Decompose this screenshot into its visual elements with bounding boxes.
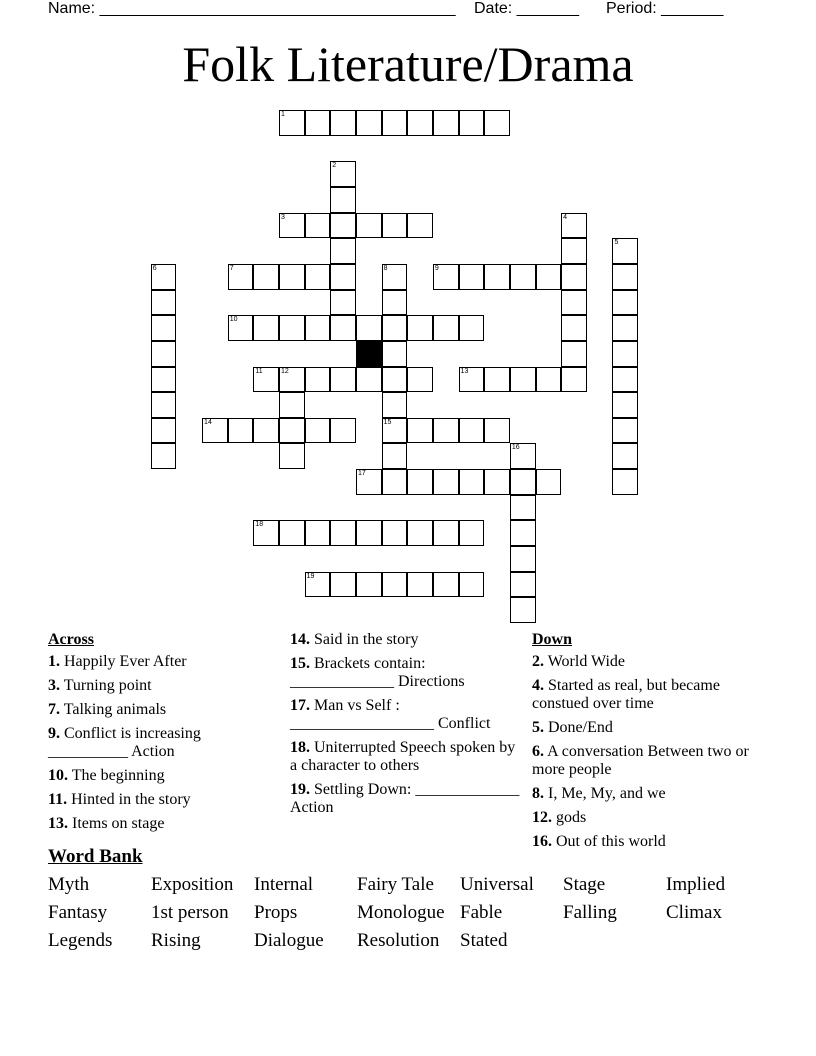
crossword-cell[interactable] bbox=[407, 367, 433, 393]
crossword-cell[interactable] bbox=[459, 367, 485, 393]
clue-number: 13 bbox=[460, 367, 469, 375]
clue-number: 5 bbox=[614, 239, 619, 247]
crossword-cell[interactable] bbox=[433, 264, 459, 290]
crossword-cell[interactable] bbox=[382, 315, 408, 341]
crossword-cell[interactable] bbox=[330, 520, 356, 546]
crossword-cell[interactable] bbox=[279, 520, 305, 546]
crossword-cell[interactable] bbox=[151, 290, 177, 316]
crossword-cell[interactable] bbox=[612, 469, 638, 495]
crossword-cell[interactable] bbox=[561, 264, 587, 290]
clue-number: 4 bbox=[563, 213, 568, 221]
clue-number: 16 bbox=[511, 444, 520, 452]
clue-across-17: 17. Man vs Self : __________________ Conflict bbox=[290, 697, 491, 732]
crossword-cell[interactable] bbox=[330, 290, 356, 316]
crossword-cell[interactable] bbox=[305, 110, 331, 136]
crossword-cell[interactable] bbox=[561, 341, 587, 367]
word-bank bbox=[48, 874, 778, 952]
crossword-cell[interactable] bbox=[510, 520, 536, 546]
clue-across-9: 9. Conflict is increasing __________ Action bbox=[48, 725, 201, 760]
crossword-cell[interactable] bbox=[382, 290, 408, 316]
crossword-cell[interactable] bbox=[253, 367, 279, 393]
clue-down-8: 8. I, Me, My, and we bbox=[532, 785, 666, 802]
period-field: Period: _______ bbox=[606, 0, 724, 17]
crossword-cell[interactable] bbox=[330, 213, 356, 239]
crossword-cell[interactable] bbox=[279, 418, 305, 444]
word-bank-item: Universal bbox=[460, 874, 534, 895]
crossword-cell[interactable] bbox=[330, 110, 356, 136]
crossword-cell[interactable] bbox=[407, 572, 433, 598]
crossword-cell[interactable] bbox=[305, 315, 331, 341]
crossword-cell[interactable] bbox=[612, 392, 638, 418]
word-bank-item: Dialogue bbox=[254, 930, 324, 951]
crossword-cell[interactable] bbox=[433, 572, 459, 598]
crossword-cell[interactable] bbox=[330, 315, 356, 341]
word-bank-item: Falling bbox=[563, 902, 617, 923]
crossword-cell[interactable] bbox=[330, 418, 356, 444]
crossword-cell[interactable] bbox=[407, 469, 433, 495]
crossword-cell[interactable] bbox=[459, 469, 485, 495]
clue-number: 6 bbox=[152, 264, 157, 272]
word-bank-item: Rising bbox=[151, 930, 201, 951]
crossword-cell[interactable] bbox=[612, 341, 638, 367]
crossword-cell[interactable] bbox=[279, 392, 305, 418]
crossword-cell[interactable] bbox=[151, 264, 177, 290]
crossword-cell[interactable] bbox=[253, 264, 279, 290]
crossword-cell[interactable] bbox=[305, 418, 331, 444]
crossword-cell[interactable] bbox=[356, 520, 382, 546]
clue-down-12: 12. gods bbox=[532, 809, 587, 826]
word-bank-item: Monologue bbox=[357, 902, 445, 923]
crossword-cell[interactable] bbox=[356, 367, 382, 393]
crossword-cell[interactable] bbox=[510, 469, 536, 495]
crossword-cell[interactable] bbox=[356, 110, 382, 136]
across-clues-continued bbox=[290, 631, 524, 823]
clue-number: 12 bbox=[281, 367, 289, 375]
crossword-cell[interactable] bbox=[484, 367, 510, 393]
crossword-cell[interactable] bbox=[510, 546, 536, 572]
crossword-cell[interactable] bbox=[536, 469, 562, 495]
crossword-cell[interactable] bbox=[356, 315, 382, 341]
crossword-cell[interactable] bbox=[382, 520, 408, 546]
clue-number: 7 bbox=[229, 264, 234, 272]
word-bank-item: Fable bbox=[460, 902, 503, 923]
crossword-cell[interactable] bbox=[330, 572, 356, 598]
crossword-cell[interactable] bbox=[484, 110, 510, 136]
crossword-cell[interactable] bbox=[151, 315, 177, 341]
crossword-cell[interactable] bbox=[433, 110, 459, 136]
crossword-cell[interactable] bbox=[407, 418, 433, 444]
word-bank-item: Fantasy bbox=[48, 902, 108, 923]
crossword-cell[interactable] bbox=[510, 495, 536, 521]
clue-across-19: 19. Settling Down: _____________ Action bbox=[290, 781, 520, 816]
clue-number: 1 bbox=[281, 111, 285, 118]
crossword-cell[interactable] bbox=[561, 290, 587, 316]
crossword-cell[interactable] bbox=[407, 520, 433, 546]
name-field: Name: ________________________________________ bbox=[48, 0, 456, 17]
crossword-cell[interactable] bbox=[561, 213, 587, 239]
crossword-cell[interactable] bbox=[382, 110, 408, 136]
clue-number: 9 bbox=[434, 264, 439, 272]
crossword-cell[interactable] bbox=[382, 469, 408, 495]
clue-down-16: 16. Out of this world bbox=[532, 833, 666, 850]
crossword-cell[interactable] bbox=[305, 367, 331, 393]
clue-number: 15 bbox=[383, 418, 392, 426]
crossword-cell[interactable] bbox=[612, 367, 638, 393]
word-bank-item: Exposition bbox=[151, 874, 234, 895]
crossword-cell[interactable] bbox=[407, 213, 433, 239]
clue-number: 14 bbox=[204, 418, 212, 426]
crossword-cell[interactable] bbox=[459, 572, 485, 598]
crossword-cell[interactable] bbox=[382, 392, 408, 418]
clue-across-18: 18. Uniterrupted Speech spoken by a character to others bbox=[290, 739, 516, 774]
crossword-cell[interactable] bbox=[382, 418, 408, 444]
down-clues bbox=[532, 631, 762, 857]
across-heading: Across bbox=[48, 631, 94, 648]
crossword-cell[interactable] bbox=[612, 443, 638, 469]
clue-across-10: 10. The beginning bbox=[48, 767, 165, 784]
clue-number: 18 bbox=[255, 521, 264, 529]
crossword-cell[interactable] bbox=[536, 367, 562, 393]
crossword-block bbox=[356, 341, 382, 367]
across-clues bbox=[48, 631, 276, 839]
crossword-cell[interactable] bbox=[459, 520, 485, 546]
crossword-cell[interactable] bbox=[279, 443, 305, 469]
crossword-cell[interactable] bbox=[330, 264, 356, 290]
word-bank-item: Legends bbox=[48, 930, 113, 951]
crossword-cell[interactable] bbox=[612, 315, 638, 341]
crossword-cell[interactable] bbox=[356, 572, 382, 598]
crossword-cell[interactable] bbox=[510, 264, 536, 290]
crossword-cell[interactable] bbox=[228, 315, 254, 341]
crossword-cell[interactable] bbox=[484, 469, 510, 495]
word-bank-item: Props bbox=[254, 902, 298, 923]
crossword-cell[interactable] bbox=[382, 264, 408, 290]
crossword-cell[interactable] bbox=[330, 367, 356, 393]
crossword-cell[interactable] bbox=[407, 315, 433, 341]
crossword-cell[interactable] bbox=[536, 264, 562, 290]
word-bank-item: 1st person bbox=[151, 902, 229, 923]
crossword-cell[interactable] bbox=[279, 367, 305, 393]
clue-across-13: 13. Items on stage bbox=[48, 815, 165, 832]
crossword-cell[interactable] bbox=[382, 572, 408, 598]
crossword-cell[interactable] bbox=[459, 110, 485, 136]
clue-number: 11 bbox=[255, 367, 263, 375]
crossword-cell[interactable] bbox=[510, 597, 536, 623]
crossword-cell[interactable] bbox=[459, 418, 485, 444]
word-bank-item: Resolution bbox=[357, 930, 440, 951]
crossword-cell[interactable] bbox=[510, 367, 536, 393]
clue-across-14: 14. Said in the story bbox=[290, 631, 419, 648]
clue-across-11: 11. Hinted in the story bbox=[48, 791, 191, 808]
crossword-cell[interactable] bbox=[407, 110, 433, 136]
clue-across-7: 7. Talking animals bbox=[48, 701, 167, 718]
word-bank-item: Myth bbox=[48, 874, 90, 895]
crossword-cell[interactable] bbox=[228, 264, 254, 290]
crossword-cell[interactable] bbox=[382, 443, 408, 469]
crossword-cell[interactable] bbox=[330, 238, 356, 264]
crossword-cell[interactable] bbox=[151, 367, 177, 393]
clue-number: 19 bbox=[306, 572, 315, 580]
crossword-cell[interactable] bbox=[459, 264, 485, 290]
crossword-cell[interactable] bbox=[561, 238, 587, 264]
crossword-cell[interactable] bbox=[279, 264, 305, 290]
word-bank-item: Climax bbox=[666, 902, 722, 923]
clue-number: 8 bbox=[383, 264, 388, 272]
clue-number: 3 bbox=[281, 213, 285, 221]
clue-across-3: 3. Turning point bbox=[48, 677, 152, 694]
crossword-cell[interactable] bbox=[612, 290, 638, 316]
crossword-cell[interactable] bbox=[561, 367, 587, 393]
crossword-cell[interactable] bbox=[433, 315, 459, 341]
crossword-cell[interactable] bbox=[510, 443, 536, 469]
crossword-cell[interactable] bbox=[253, 418, 279, 444]
crossword-cell[interactable] bbox=[151, 341, 177, 367]
crossword-cell[interactable] bbox=[382, 341, 408, 367]
crossword-cell[interactable] bbox=[151, 392, 177, 418]
clue-across-1: 1. Happily Ever After bbox=[48, 653, 187, 670]
page-title: Folk Literature/Drama bbox=[182, 36, 634, 92]
crossword-cell[interactable] bbox=[305, 264, 331, 290]
crossword-cell[interactable] bbox=[253, 520, 279, 546]
crossword-cell[interactable] bbox=[612, 418, 638, 444]
crossword-cell[interactable] bbox=[433, 520, 459, 546]
crossword-cell[interactable] bbox=[305, 520, 331, 546]
word-bank-item: Internal bbox=[254, 874, 314, 895]
crossword-cell[interactable] bbox=[433, 418, 459, 444]
crossword-cell[interactable] bbox=[510, 572, 536, 598]
crossword-cell[interactable] bbox=[279, 315, 305, 341]
crossword-cell[interactable] bbox=[151, 418, 177, 444]
crossword-cell[interactable] bbox=[356, 213, 382, 239]
down-heading: Down bbox=[532, 631, 573, 648]
date-field: Date: _______ bbox=[474, 0, 579, 17]
crossword-cell[interactable] bbox=[279, 110, 305, 136]
crossword-cell[interactable] bbox=[330, 187, 356, 213]
word-bank-item: Stage bbox=[563, 874, 606, 895]
clue-down-5: 5. Done/End bbox=[532, 719, 613, 736]
crossword-cell[interactable] bbox=[484, 418, 510, 444]
crossword-cell[interactable] bbox=[484, 264, 510, 290]
crossword-cell[interactable] bbox=[433, 469, 459, 495]
crossword-cell[interactable] bbox=[612, 264, 638, 290]
crossword-cell[interactable] bbox=[382, 367, 408, 393]
clue-number: 17 bbox=[357, 470, 366, 478]
crossword-cell[interactable] bbox=[356, 469, 382, 495]
crossword-cell[interactable] bbox=[612, 238, 638, 264]
word-bank-item: Implied bbox=[666, 874, 726, 895]
crossword-cell[interactable] bbox=[382, 213, 408, 239]
clue-down-6: 6. A conversation Between two or more people bbox=[532, 743, 749, 778]
clue-number: 10 bbox=[229, 316, 238, 324]
crossword-cell[interactable] bbox=[305, 213, 331, 239]
crossword-cell[interactable] bbox=[253, 315, 279, 341]
crossword-cell[interactable] bbox=[279, 213, 305, 239]
crossword-cell[interactable] bbox=[561, 315, 587, 341]
crossword-cell[interactable] bbox=[151, 443, 177, 469]
crossword-cell[interactable] bbox=[305, 572, 331, 598]
clue-down-2: 2. World Wide bbox=[532, 653, 626, 670]
word-bank-item: Stated bbox=[460, 930, 508, 951]
crossword-cell[interactable] bbox=[228, 418, 254, 444]
word-bank-item: Fairy Tale bbox=[357, 874, 434, 895]
word-bank-heading: Word Bank bbox=[48, 846, 143, 867]
crossword-cell[interactable] bbox=[202, 418, 228, 444]
clue-number: 2 bbox=[332, 162, 337, 170]
clue-across-15: 15. Brackets contain: _____________ Directions bbox=[290, 655, 465, 690]
clue-down-4: 4. Started as real, but became constued over time bbox=[532, 677, 720, 712]
crossword-cell[interactable] bbox=[459, 315, 485, 341]
crossword-cell[interactable] bbox=[330, 161, 356, 187]
